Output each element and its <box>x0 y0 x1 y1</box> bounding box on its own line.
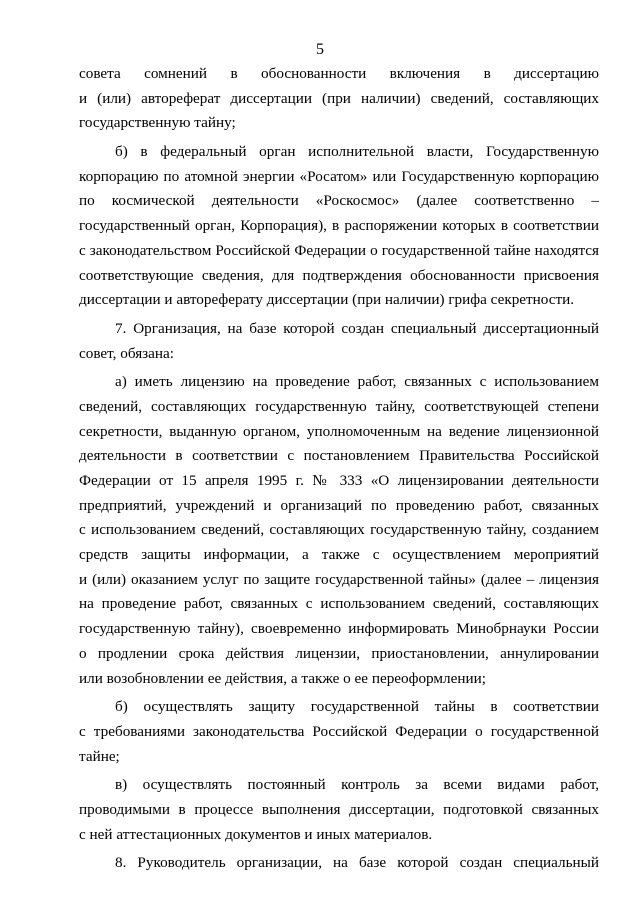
text-line: диссертации и автореферату диссертации (при наличии) грифа секретности. <box>79 291 575 309</box>
text-line: с требованиями законодательства Российской Федерации о государственной <box>79 722 599 740</box>
text-line: б) осуществлять защиту государственной тайны в соответствии <box>115 698 599 716</box>
text-line: б) в федеральный орган исполнительной власти, Государственную <box>115 143 599 161</box>
text-line: государственную тайну), своевременно информировать Минобрнауки России <box>79 620 599 638</box>
paragraph <box>79 317 599 366</box>
text-line: на проведение работ, связанных с использованием сведений, составляющих <box>79 595 599 613</box>
text-line: в) осуществлять постоянный контроль за всеми видами работ, <box>115 776 599 794</box>
text-line: о продлении срока действия лицензии, приостановлении, аннулировании <box>79 644 599 662</box>
text-line: проводимыми в процессе выполнения диссертации, подготовкой связанных <box>79 800 599 818</box>
text-line: соответствующие сведения, для подтверждения обоснованности присвоения <box>79 266 599 284</box>
page-number: 5 <box>316 41 324 58</box>
text-line: совет, обязана: <box>79 344 175 362</box>
text-line: и (или) оказанием услуг по защите государственной тайны» (далее – лицензия <box>79 570 599 588</box>
text-line: а) иметь лицензию на проведение работ, связанных с использованием <box>115 373 599 391</box>
paragraph <box>79 370 599 691</box>
paragraph <box>79 695 599 769</box>
text-line: государственный орган, Корпорация), в распоряжении которых в соответствии <box>79 217 599 235</box>
text-line: по космической деятельности «Роскосмос» (далее соответственно – <box>79 192 599 210</box>
text-line: с ней аттестационных документов и иных материалов. <box>79 825 433 843</box>
text-line: 8. Руководитель организации, на базе которой создан специальный <box>115 854 599 872</box>
text-line: с использованием сведений, составляющих государственную тайну, созданием <box>79 521 599 539</box>
text-line: 7. Организация, на базе которой создан специальный диссертационный <box>115 319 599 337</box>
paragraph <box>79 62 599 136</box>
text-line: секретности, выданную органом, уполномоченным на ведение лицензионной <box>79 422 599 440</box>
text-line: сведений, составляющих государственную тайну, соответствующей степени <box>79 397 599 415</box>
text-line: средств защиты информации, а также с осуществлением мероприятий <box>79 546 599 564</box>
text-line: государственную тайну; <box>79 114 236 132</box>
text-line: с законодательством Российской Федерации о государственной тайне находятся <box>79 241 599 259</box>
text-line: и (или) автореферат диссертации (при наличии) сведений, составляющих <box>79 89 599 107</box>
text-line: совета сомнений в обоснованности включения в диссертацию <box>79 65 599 82</box>
text-line: предприятий, учреждений и организаций по проведению работ, связанных <box>79 496 599 514</box>
paragraph <box>79 773 599 847</box>
text-line: или возобновлении ее действия, а также о ее переоформлении; <box>79 669 486 687</box>
text-line: деятельности в соответствии с постановлением Правительства Российской <box>79 447 599 465</box>
document-body <box>79 62 599 876</box>
text-line: Федерации от 15 апреля 1995 г. № 333 «О лицензировании деятельности <box>79 472 599 489</box>
text-line: тайне; <box>79 747 120 765</box>
paragraph <box>79 140 599 313</box>
paragraph <box>79 851 599 876</box>
text-line: корпорацию по атомной энергии «Росатом» или Государственную корпорацию <box>79 167 599 185</box>
